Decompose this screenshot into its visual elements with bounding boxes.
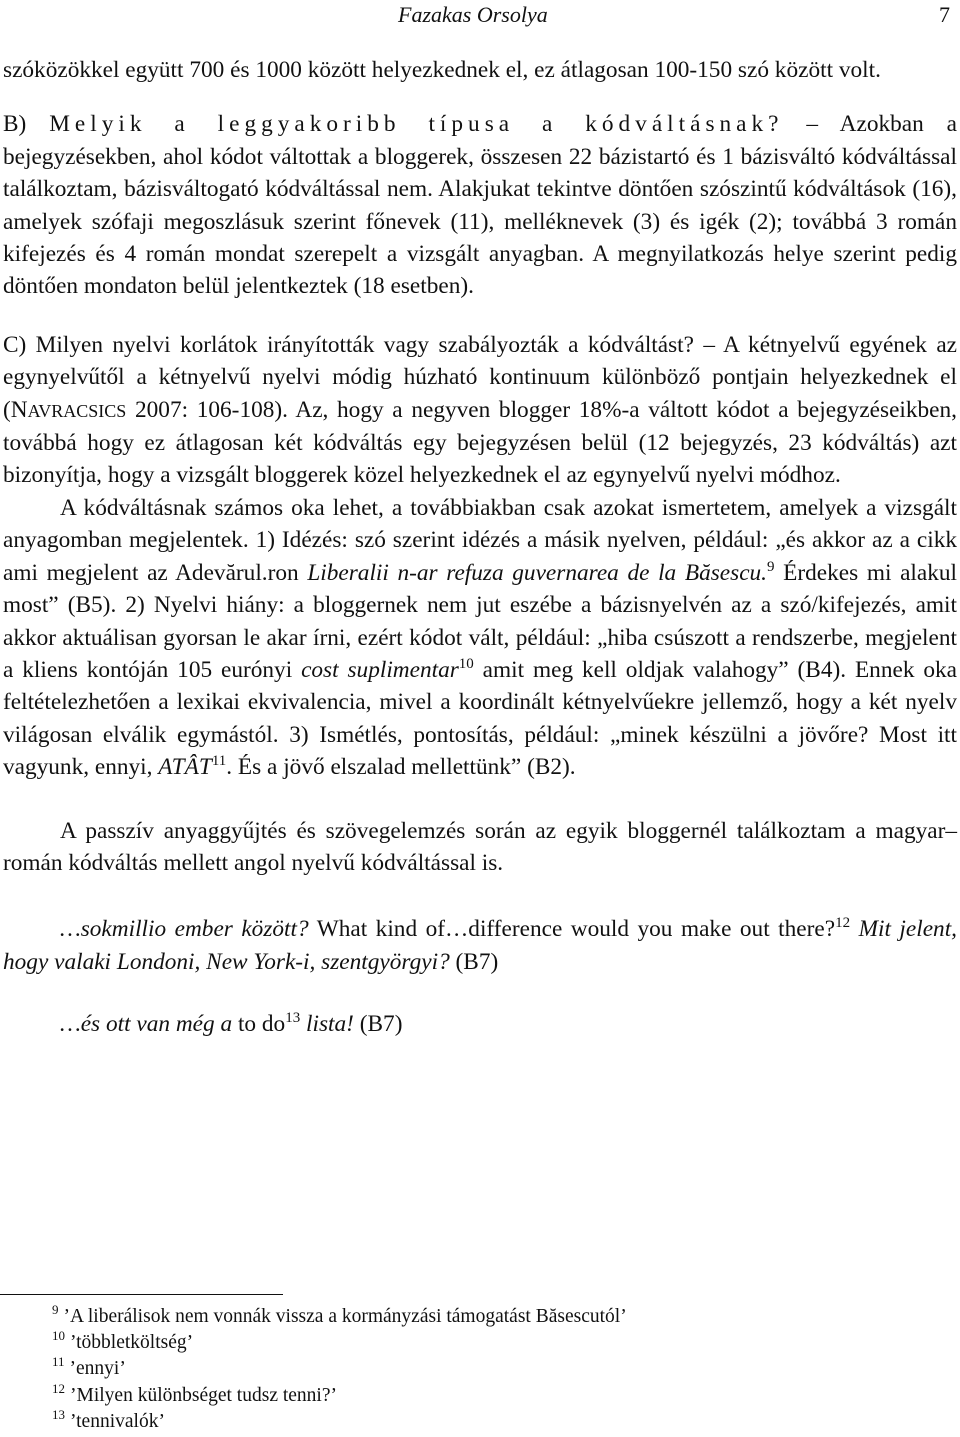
quote-1-part-3: Mit jelent, hogy valaki Londoni, New York-i, szentgyörgyi? xyxy=(3,916,957,975)
footnote-12 xyxy=(52,1380,627,1409)
paragraph-c-text-2: 2007: 106-108). Az, hogy a negyven blogger 18%-a váltott kódot a bejegyzéseikben, továbbá hogy ez átlagosan két kódváltás egy bejegyzésen belül (12 bejegyzés, 23 kódváltás) azt bizonyítja, hogy a vizsgált bloggerek közel helyezkednek el az egynyelvű nyelvi módhoz. xyxy=(3,396,957,489)
blog-quote-1 xyxy=(3,913,957,978)
main-text xyxy=(3,54,957,1041)
quote-2-part-3: lista! xyxy=(300,1011,354,1038)
quote-2-part-1: …és ott van még a xyxy=(60,1011,233,1038)
footnote-separator xyxy=(0,1294,283,1295)
footnote-9 xyxy=(52,1304,627,1330)
running-head-author: Fazakas Orsolya xyxy=(398,2,548,27)
reasons-text-3: amit meg kell oldjak valahogy” (B4). Ennek oka feltételezhetően a lexikai ekvivalencia, mivel a koordinált kétnyelvűekre jellemző, hogy a két nyelv világosan elválik egymástól. 3) Ismétlés, pontosítás, például: „minek készülni a jövőre? Most itt vagyunk, ennyi, xyxy=(3,656,957,781)
paragraph-b xyxy=(3,108,957,302)
footnote-ref-13: 13 xyxy=(285,1010,301,1027)
research-question-b: Melyik a leggyakoribb típusa a kódváltásnak? xyxy=(49,111,784,138)
footnote-number: 13 xyxy=(52,1406,65,1422)
paragraph-c-text-1: C) Milyen nyelvi korlátok irányították vagy szabályozták a kódváltást? – A kétnyelvű egyének az egynyelvűtől a kétnyelvű nyelvi módig húzható kontinuum különböző pontjain helyezkednek el (N xyxy=(3,331,957,423)
quote-2-source: (B7) xyxy=(353,1011,403,1038)
quote-romanian-3: ATÂT xyxy=(158,754,212,781)
paragraph-b-text: – Azokban a bejegyzésekben, ahol kódot váltottak a bloggerek, összesen 22 bázistartó és 1 bázisváltó kódváltással találkoztam, bázisváltogató kódváltással nem. Alakjukat tekintve döntően szószintű kódváltások (16), amelyek szófaji megoszlásuk szerint főnevek (11), melléknevek (3) és igék (2); továbbá 3 román kifejezés és 4 román mondat szerepelt a vizsgált anyagban. A megnyilatkozás helye szerint pedig döntően mondaton belül jelentkeztek (18 esetben). xyxy=(3,111,958,300)
section-label-b: B) xyxy=(3,111,50,138)
reasons-text-1: A kódváltásnak számos oka lehet, a továbbiakban csak azokat ismertetem, amelyek a vizsgált anyagomban megjelentek. 1) Idézés: szó szerint idézés a másik nyelven, például: „és akkor az a cikk ami megjelent az Adevărul.ron xyxy=(3,494,957,586)
page-number: 7 xyxy=(939,2,950,27)
footnote-text: ’ennyi’ xyxy=(69,1358,126,1380)
footnote-number: 11 xyxy=(52,1354,65,1370)
footnote-11 xyxy=(52,1356,627,1382)
footnote-ref-11: 11 xyxy=(211,753,227,770)
footnote-number: 10 xyxy=(52,1328,65,1344)
footnote-13 xyxy=(52,1406,627,1435)
quote-romanian-2: cost suplimentar xyxy=(301,656,459,683)
reasons-text-2: Érdekes mi alakul most” (B5). 2) Nyelvi hiány: a bloggernek nem jut eszébe a bázisnyelvén az a szó/kifejezés, amit akkor aktuálisan gyorsan le akar írni, ezért kódot vált, például: „hiba csúszott a rendszerbe, megjelent a kliens kontóján 105 eurónyi xyxy=(3,559,957,683)
footnote-ref-10: 10 xyxy=(458,655,474,672)
paragraph-c xyxy=(3,329,957,492)
footnote-number: 9 xyxy=(52,1302,59,1317)
quote-1-source: (B7) xyxy=(449,948,499,975)
footnote-number: 12 xyxy=(52,1380,65,1396)
footnote-ref-12: 12 xyxy=(835,915,851,932)
quote-1-part-1: …sokmillio ember között? xyxy=(60,916,309,943)
footnote-text: ’többletköltség’ xyxy=(70,1332,194,1354)
quote-2-part-2: to do xyxy=(232,1011,286,1038)
footnote-text: ’A liberálisok nem vonnák vissza a kormányzási támogatást Băsescutól’ xyxy=(63,1306,627,1327)
quote-romanian-1: Liberalii n-ar refuza guvernarea de la Băsescu. xyxy=(307,559,768,586)
footnote-text: ’tennivalók’ xyxy=(70,1410,165,1432)
quote-1-part-2: What kind of…difference would you make out there? xyxy=(308,916,836,943)
page-header xyxy=(0,2,960,28)
author-small-caps: AVRACSICS xyxy=(27,400,127,421)
paragraph-english: A passzív anyaggyűjtés és szövegelemzés során az egyik bloggernél találkoztam a magyar–román kódváltás mellett angol nyelvű kódváltással is. xyxy=(3,817,957,876)
footnote-ref-9: 9 xyxy=(767,558,775,575)
paragraph-1: szóközökkel együtt 700 és 1000 között helyezkednek el, ez átlagosan 100-150 szó között volt. xyxy=(3,57,881,83)
footnote-text: ’Milyen különbséget tudsz tenni?’ xyxy=(70,1384,337,1406)
paragraph-reasons xyxy=(3,492,957,784)
footnote-10 xyxy=(52,1330,627,1356)
reasons-text-4: . És a jövő elszalad mellettünk” (B2). xyxy=(226,754,576,781)
footnotes xyxy=(52,1304,627,1435)
blog-quote-2 xyxy=(3,1008,957,1040)
